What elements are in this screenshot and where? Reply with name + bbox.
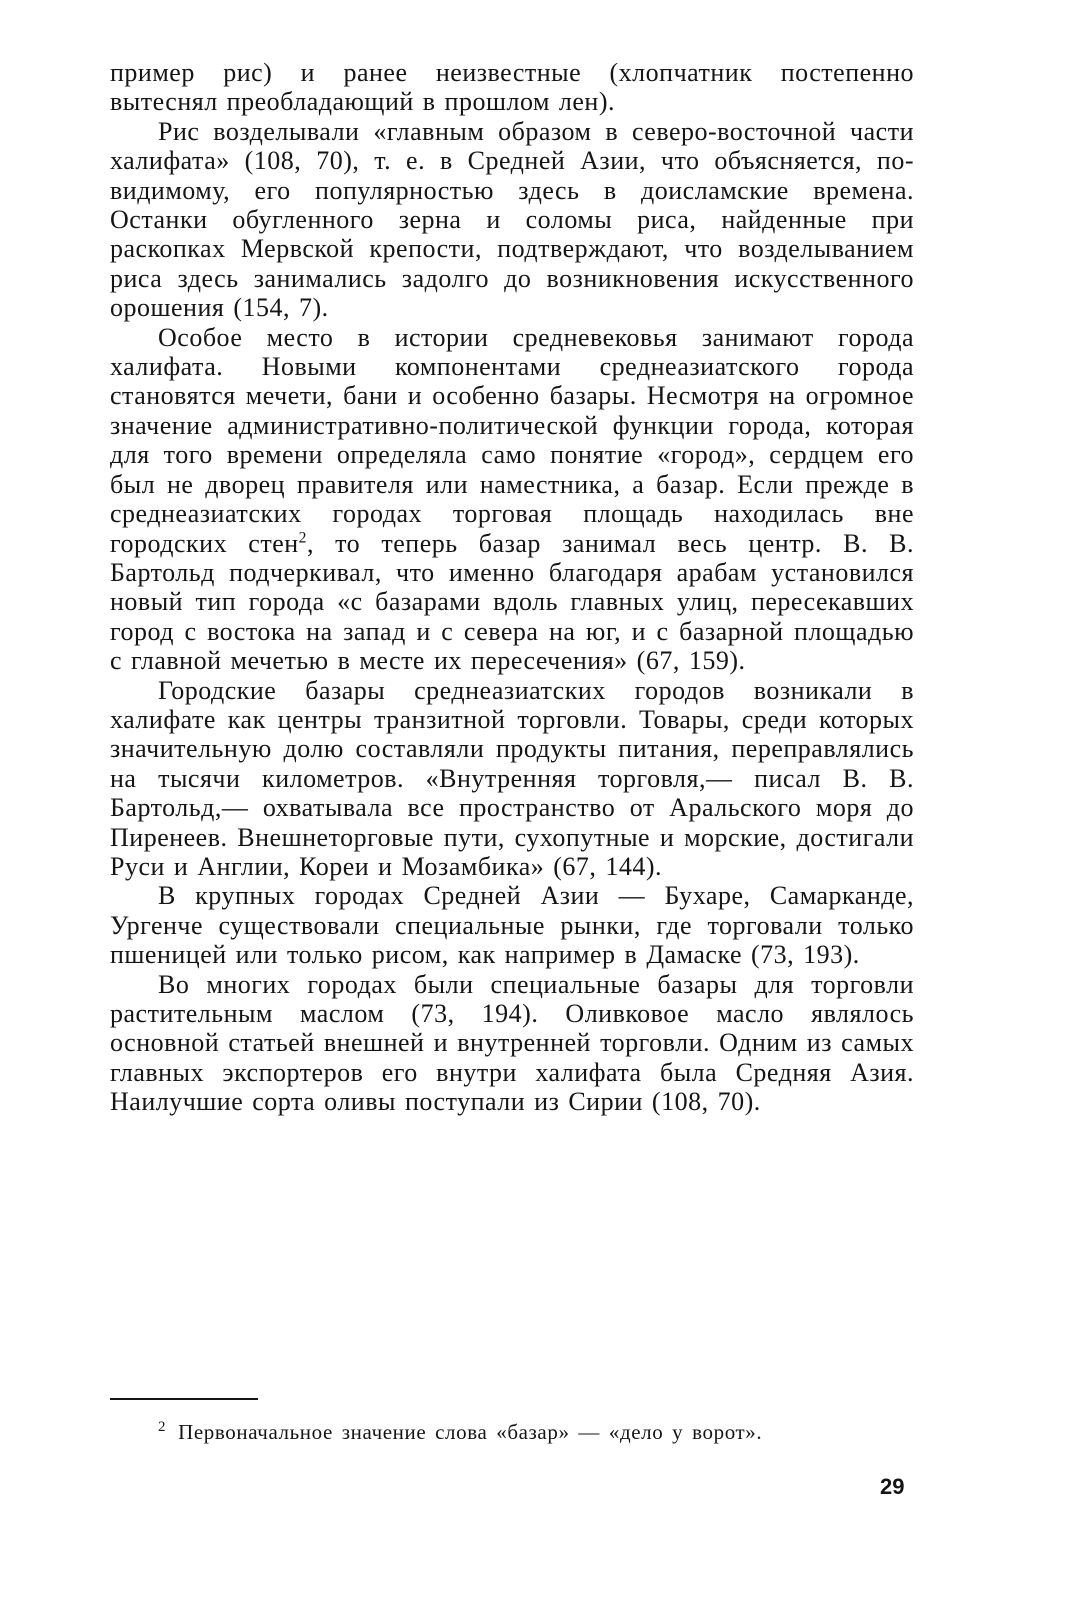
footnote-divider [110,1398,258,1400]
paragraph-2: Рис возделывали «главным образом в северо-восточной части халифата» (108, 70), т. е. в Средней Азии, что объясняется, по-видимому, его популярностью здесь в доисламские времена. Останки обугленного зерна и соломы риса, найденные при раскопках Мервской крепости, подтверждают, что возделыванием риса здесь занимались задолго до возникновения искусственного орошения (154, 7). [110,116,914,323]
paragraph-3 [110,323,914,676]
footnote-text: Первоначальное значение слова «базар» — «дело у ворот». [178,1420,763,1444]
paragraph-1: пример рис) и ранее неизвестные (хлопчатник постепенно вытеснял преобладающий в прошлом лен). [110,58,914,117]
footnote-mark: 2 [158,1419,167,1435]
page-body [110,58,914,1117]
paragraph-3-part-2: , то теперь базар занимал весь центр. В. В. Бартольд подчеркивал, что именно благодаря арабам установился новый тип города «с базарами вдоль главных улиц, пересекавших город с востока на запад и с севера на юг, и с базарной площадью с главной мечетью в месте их пересечения» (67, 159). [110,528,914,676]
paragraph-4: Городские базары среднеазиатских городов возникали в халифате как центры транзитной торговли. Товары, среди которых значительную долю составляли продукты питания, переправлялись на тысячи километров. «Внутренняя торговля,— писал В. В. Бартольд,— охватывала все пространство от Аральского моря до Пиренеев. Внешнеторговые пути, сухопутные и морские, достигали Руси и Англии, Кореи и Мозамбика» (67, 144). [110,675,914,881]
footnote-reference[interactable]: 2 [298,528,307,546]
paragraph-3-part-1: Особое место в истории средневековья занимают города халифата. Новыми компонентами среднеазиатского города становятся мечети, бани и особенно базары. Несмотря на огромное значение административно-политической функции города, которая для того времени определяла само понятие «город», сердцем его был не дворец правителя или наместника, а базар. Если прежде в среднеазиатских городах торговая площадь находилась вне городских стен [110,322,914,558]
footnote [158,1418,898,1449]
paragraph-6: Во многих городах были специальные базары для торговли растительным маслом (73, 194). Оливковое масло являлось основной статьей внешней и внутренней торговли. Одним из самых главных экспортеров его внутри халифата была Средняя Азия. Наилучшие сорта оливы поступали из Сирии (108, 70). [110,969,914,1117]
page-number: 29 [880,1474,905,1499]
paragraph-5: В крупных городах Средней Азии — Бухаре, Самарканде, Ургенче существовали специальные рынки, где торговали только пшеницей или только рисом, как например в Дамаске (73, 193). [110,881,914,970]
main-text [110,58,914,1117]
